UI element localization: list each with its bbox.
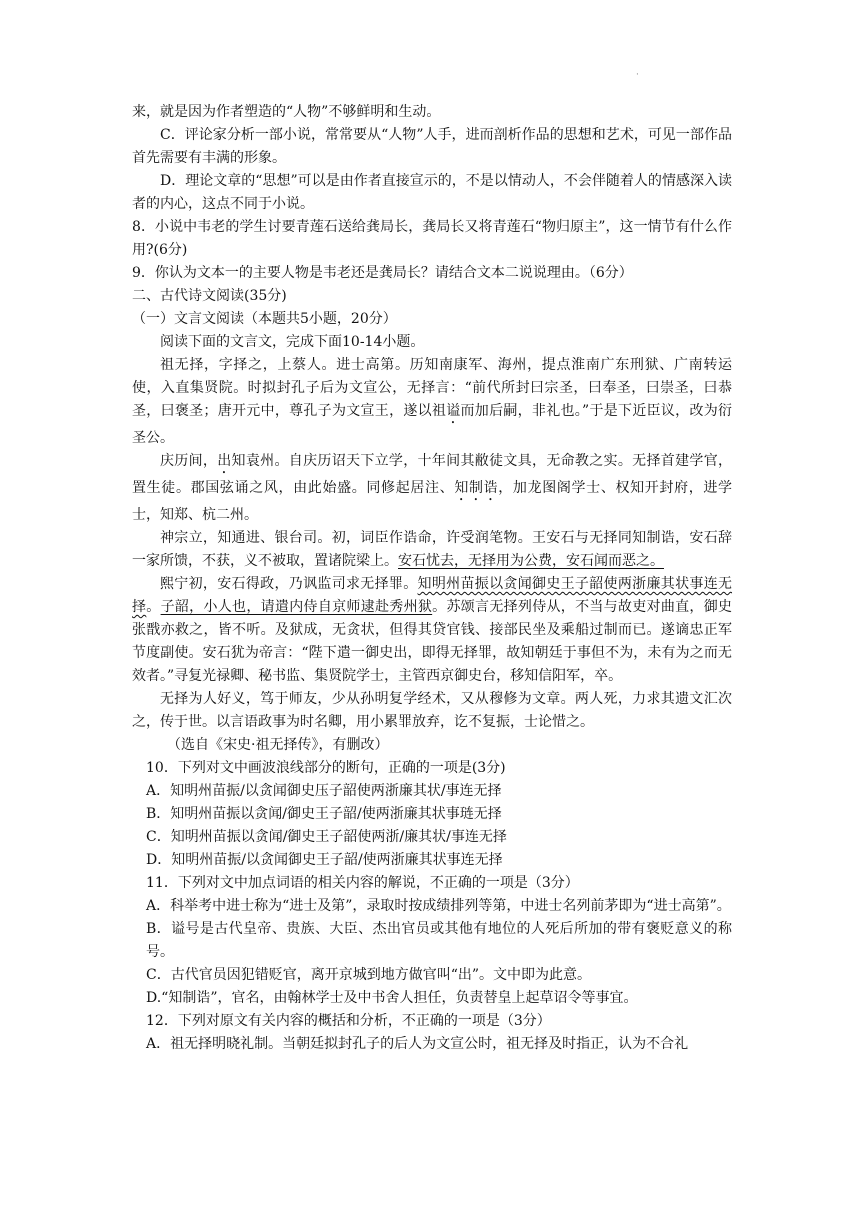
passage-text: 知袁州。自庆历诏天下立学，十年间其敝徒文具，无命教之实。无择首建学官，置生徒。郡国弦诵之风，由此始盛。同修起居注、 [132,453,733,496]
passage-text: 。 [146,599,161,615]
passage-text: ，加龙图阁学士、权知开封府，进学士，知郑、杭二州。 [132,480,733,523]
question-10-option-a: A．知明州苗振/以贪闻御史压子韶使两浙廉其状/事连无择 [146,783,502,799]
passage-text: 祖无择，字择之，上蔡人。进士高第。历知南康军、海州，提点淮南广东刑狱、广南转运使，入直集贤院。时拟封孔子后为文宣公，无择言：“前代所封曰宗圣，曰奉圣，曰崇圣，曰恭圣，曰褒圣；唐开元中，尊孔子为文宣王，遂以祖 [132,357,732,419]
passage-text: 神宗立，知通进、银台司。初，词臣作诰命，许受润笔物。王安石与无择同知制诰，安石辞一家所馈，不获，义不被取，置诸院梁上。 [132,530,732,569]
question-11: 11．下列对文中加点词语的相关内容的解说，不正确的一项是（3分） [146,875,579,891]
question-11-option-d: D.“知制诰”，官名，由翰林学士及中书舍人担任，负责替皇上起草诏令等事宜。 [146,990,638,1006]
section-heading: 二、古代诗文阅读(35分) [132,288,287,304]
question-10-option-b: B．知明州苗振以贪闻/御史王子韶/使两浙廉其状事琏无择 [146,806,502,822]
question-11-option-c: C．古代官员因犯错贬官，离开京城到地方做官叫“出”。文中即为此意。 [146,967,592,983]
passage-text: 熙宁初，安石得政，乃讽监司求无择罪。 [160,576,418,592]
document-page [132,101,732,1056]
dotted-word-chu: 出 [217,453,232,469]
question-12: 12．下列对原文有关内容的概括和分析，不正确的一项是（3分） [146,1013,551,1029]
passage-source: （选自《宋史·祖无择传》，有删改） [167,737,389,753]
passage-paragraph-4 [132,573,732,688]
question-9: 9．你认为文本一的主要人物是韦老还是龚局长？请结合文本二说说理由。（6分） [132,265,633,281]
text-line: 来，就是因为作者塑造的“人物”不够鲜明和生动。 [132,104,441,120]
question-12-option-a: A．祖无择明晓礼制。当朝廷拟封孔子的后人为文宣公时，祖无择及时指正，认为不合礼 [146,1036,689,1052]
dotted-word-zhizhigao: 知制诰 [454,480,499,496]
passage-text: 。苏颂言无择列侍从，不当与故吏对曲直，御史张戬亦救之，皆不听。及狱成，无贪状，但得其贷官钱、接部民坐及乘船过制而已。遂谪忠正军节度副使。安石犹为帝言：“陛下遣一御史出，即得无择罪，故知朝廷于事但不为，未有为之而无效者。”寻复光禄卿、秘书监、集贤院学士，主管西京御史台，移知信阳军，卒。 [132,599,733,684]
question-11-option-b: B．谥号是古代皇帝、贵族、大臣、杰出官员或其他有地位的人死后所加的带有褒贬意义的称号。 [146,921,732,960]
underlined-sentence: 安石忧去，无择用为公费，安石闻而恶之。 [398,553,664,569]
underlined-sentence: 子韶，小人也，请遣内侍自京师逮赴秀州狱 [160,599,433,615]
question-10: 10．下列对文中画波浪线部分的断句，正确的一项是(3分) [146,760,506,776]
passage-text: 而加后嗣，非礼也。”于是下近臣议，改为衍圣公。 [132,403,733,446]
dotted-word-shi: 谥 [446,403,461,419]
passage-paragraph-3 [132,527,732,573]
passage-text: 庆历间， [160,453,218,469]
passage-paragraph-5: 无择为人好义，笃于师友，少从孙明复学经术，又从穆修为文章。两人死，力求其遗文汇次之，传于世。以言语政事为时名卿，用小累罪放弃，讫不复振，士论惜之。 [132,691,732,730]
option-c-line: C．评论家分析一部小说，常常要从“人物”人手，进而剖析作品的思想和艺术，可见一部作品首先需要有丰满的形象。 [132,127,732,166]
reading-instruction: 阅读下面的文言文，完成下面10-14小题。 [160,334,425,350]
subsection-heading: （一）文言文阅读（本题共5小题，20分） [132,311,397,327]
question-8: 8．小说中韦老的学生讨要青莲石送给龚局长，龚局长又将青莲石“物归原主”，这一情节有什么作用?(6分) [132,219,732,258]
passage-paragraph-2 [132,450,732,527]
option-d-line: D．理论文章的“思想”可以是由作者直接宣示的，不是以情动人，不会伴随着人的情感深入读者的内心，这点不同于小说。 [132,173,732,212]
wavy-underlined-sentence: 知明州苗振以贪闻御史王子韶使两浙廉其状事连无择 [132,576,733,615]
question-11-option-a: A．科举考中进士称为“进士及第”，录取时按成绩排列等第，中进士名列前茅即为“进士高第”。 [146,898,731,914]
corner-mark: · [636,70,639,80]
passage-paragraph-1 [132,354,732,450]
question-10-option-c: C．知明州苗振以贪闻/御史王子韶使两浙/廉其状/事连无择 [146,829,507,845]
question-10-option-d: D．知明州苗振/以贪闻御史王子韶/使两浙廉其状事连无择 [146,852,503,868]
